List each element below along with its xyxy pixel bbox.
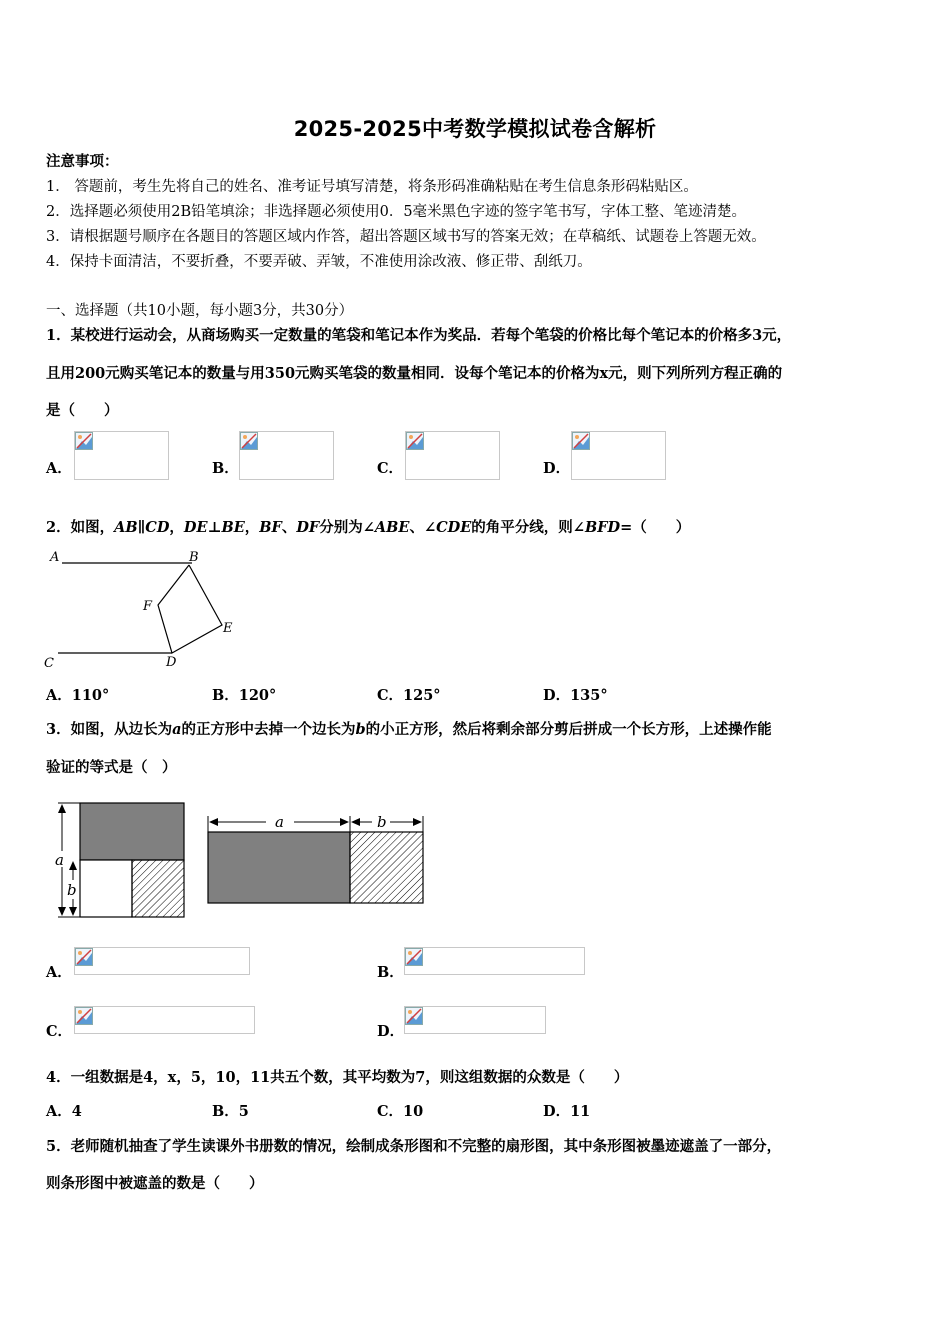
q3-option-c-label: C．	[46, 1023, 73, 1040]
q2-label-f: F	[143, 599, 153, 614]
q2-label-d: D	[166, 655, 177, 670]
page-title: 2025-2025中考数学模拟试卷含解析	[293, 117, 657, 141]
broken-image-icon	[75, 948, 93, 966]
q3-option-a-label: A．	[46, 964, 72, 981]
q2-label-a: A	[50, 550, 60, 565]
broken-image-icon	[240, 432, 258, 450]
q1-line2: 且用200元购买笔记本的数量与用350元购买笔袋的数量相同．设每个笔记本的价格为x元，则下列所列方程正确的	[46, 365, 783, 382]
q2-figure	[40, 545, 250, 673]
notice-item-3: 3．请根据题号顺序在各题目的答题区域内作答，超出答题区域书写的答案无效；在草稿纸、试题卷上答题无效。	[46, 229, 766, 245]
q4-option-c: C．10	[377, 1103, 424, 1120]
notice-item-4: 4．保持卡面清洁，不要折叠，不要弄破、弄皱，不准使用涂改液、修正带、刮纸刀。	[46, 254, 592, 270]
q3-label-a-right: a	[275, 813, 284, 831]
q1-option-b-image	[239, 431, 334, 480]
q3-line1: 3．如图，从边长为a的正方形中去掉一个边长为b的小正方形，然后将剩余部分剪后拼成一个长方形，上述操作能	[46, 721, 772, 738]
q3-option-c-image	[74, 1006, 255, 1034]
q1-option-d-label: D．	[543, 460, 571, 477]
q5-line2: 则条形图中被遮盖的数是（ ）	[46, 1175, 264, 1192]
q1-option-d-image	[571, 431, 666, 480]
q3-figure	[44, 795, 434, 923]
q1-option-a-label: A．	[46, 460, 72, 477]
q2-stem: 2．如图，AB∥CD，DE⊥BE，BF、DF分别为∠ABE、∠CDE的角平分线，则∠BFD=（ ）	[46, 519, 691, 536]
q4-option-a: A．4	[46, 1103, 82, 1120]
q4-option-b: B．5	[212, 1103, 249, 1120]
q4-stem: 4．一组数据是4，x，5，10，11共五个数，其平均数为7，则这组数据的众数是（ ）	[46, 1069, 629, 1086]
section-heading: 一、选择题（共10小题，每小题3分，共30分）	[46, 303, 354, 319]
q1-option-c-label: C．	[377, 460, 404, 477]
q1-option-a-image	[74, 431, 169, 480]
notice-item-2: 2．选择题必须使用2B铅笔填涂；非选择题必须使用0．5毫米黑色字迹的签字笔书写，字体工整、笔迹清楚。	[46, 204, 747, 220]
q3-option-d-image	[404, 1006, 546, 1034]
q3-label-a-left: a	[55, 851, 64, 869]
broken-image-icon	[75, 432, 93, 450]
q3-label-b-right: b	[377, 813, 387, 831]
q5-line1: 5．老师随机抽查了学生读课外书册数的情况，绘制成条形图和不完整的扇形图，其中条形图被墨迹遮盖了一部分，	[46, 1138, 782, 1155]
q4-option-d: D．11	[543, 1103, 591, 1120]
q3-line2: 验证的等式是（ ）	[46, 759, 177, 776]
q1-line3: 是（ ）	[46, 402, 119, 419]
broken-image-icon	[572, 432, 590, 450]
q1-option-c-image	[405, 431, 500, 480]
q2-label-c: C	[44, 656, 54, 671]
broken-image-icon	[75, 1007, 93, 1025]
q3-option-b-label: B．	[377, 964, 404, 981]
q2-option-d: D．135°	[543, 687, 608, 704]
q2-label-b: B	[189, 550, 199, 565]
q1-option-b-label: B．	[212, 460, 239, 477]
notice-heading: 注意事项：	[46, 153, 119, 170]
q3-option-d-label: D．	[377, 1023, 405, 1040]
q3-label-b-left: b	[67, 881, 77, 899]
q3-option-a-image	[74, 947, 250, 975]
broken-image-icon	[406, 432, 424, 450]
notice-item-1: 1． 答题前，考生先将自己的姓名、准考证号填写清楚，将条形码准确粘贴在考生信息条形码粘贴区。	[46, 179, 698, 195]
q3-option-b-image	[404, 947, 585, 975]
q2-label-e: E	[223, 621, 233, 636]
q1-line1: 1．某校进行运动会，从商场购买一定数量的笔袋和笔记本作为奖品．若每个笔袋的价格比每个笔记本的价格多3元，	[46, 327, 792, 344]
broken-image-icon	[405, 948, 423, 966]
q2-option-b: B．120°	[212, 687, 277, 704]
q2-option-a: A．110°	[46, 687, 110, 704]
q2-option-c: C．125°	[377, 687, 441, 704]
broken-image-icon	[405, 1007, 423, 1025]
